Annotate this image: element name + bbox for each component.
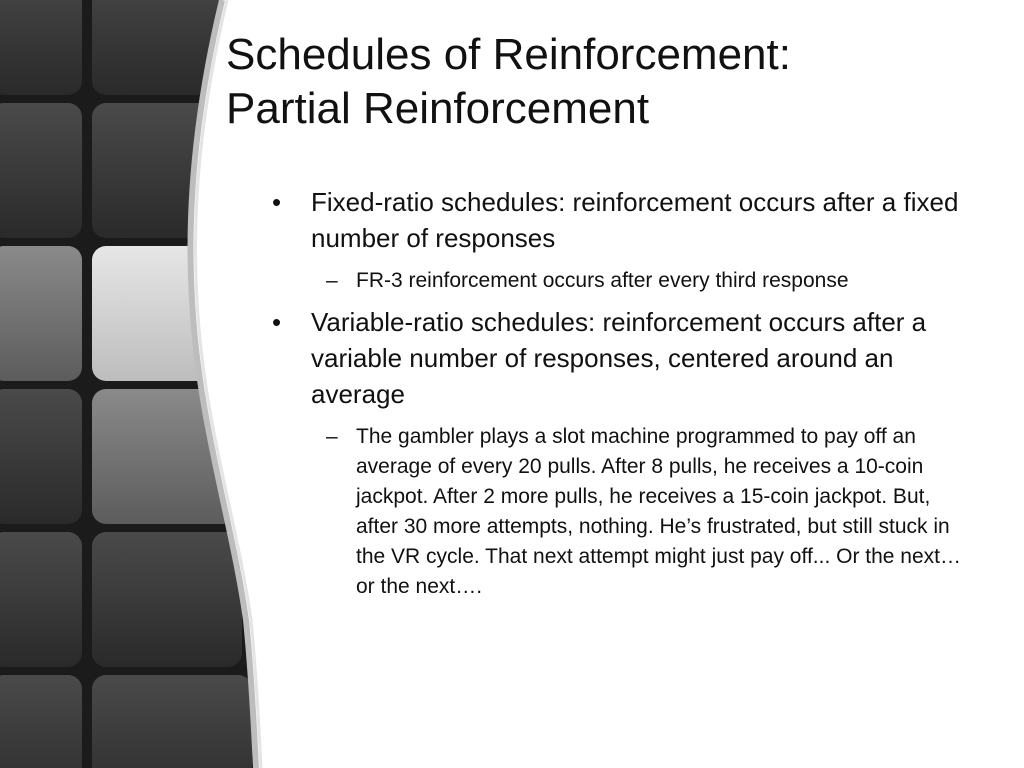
bullet-icon: • bbox=[272, 307, 282, 337]
sub-bullet-item-fr3 bbox=[316, 266, 972, 296]
bullet-item-fixed-ratio bbox=[272, 184, 972, 256]
bullet-text: Variable-ratio schedules: reinforcement occurs after a variable number of responses, centered around an average bbox=[311, 307, 927, 409]
sub-bullet-text: FR-3 reinforcement occurs after every third response bbox=[356, 269, 849, 292]
bullet-text: Fixed-ratio schedules: reinforcement occurs after a fixed number of responses bbox=[311, 187, 959, 253]
slide-title-line-2: Partial Reinforcement bbox=[226, 84, 650, 133]
slide-title-line-1: Schedules of Reinforcement: bbox=[226, 30, 791, 79]
bullet-icon: • bbox=[272, 187, 282, 217]
dash-icon: – bbox=[326, 425, 338, 448]
sub-bullet-text: The gambler plays a slot machine programmed to pay off an average of every 20 pulls. After 8 pulls, he receives a 10-coin jackpot. After 2 more pulls, he receives a 15-coin jackpot. But, after 30 more attempts, nothing. He’s frustrated, but still stuck in the VR cycle. That next attempt might just pay off... Or the next… or the next…. bbox=[356, 425, 962, 598]
slide-title bbox=[226, 28, 1006, 136]
dash-icon: – bbox=[326, 269, 338, 292]
slide-content bbox=[272, 184, 972, 610]
bullet-item-variable-ratio bbox=[272, 304, 972, 412]
sub-bullet-item-gambler bbox=[316, 422, 972, 602]
